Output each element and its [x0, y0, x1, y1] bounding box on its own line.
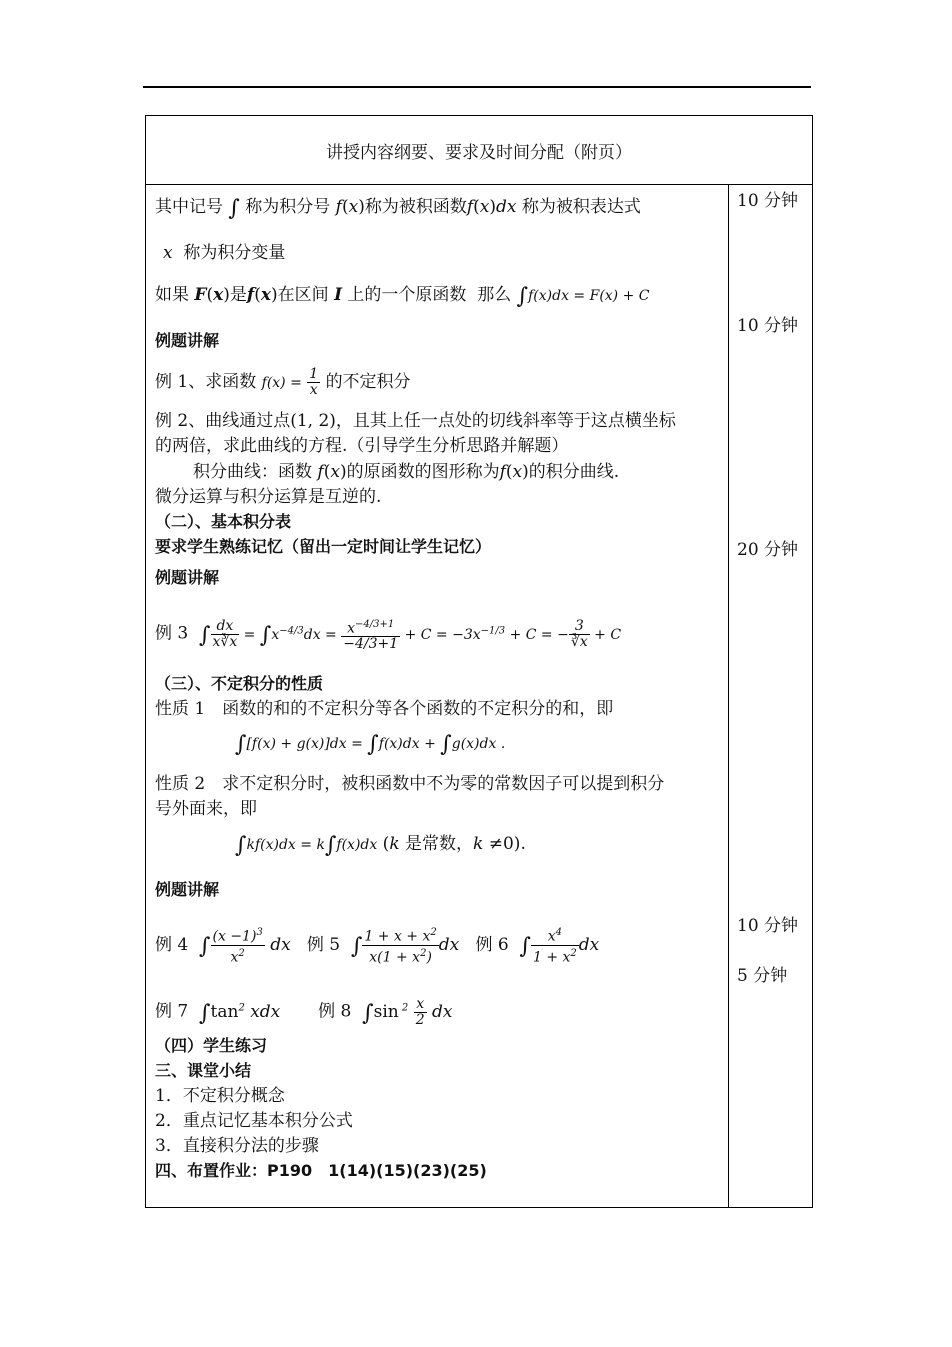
memorize-requirement: 要求学生熟练记忆（留出一定时间让学生记忆） — [155, 537, 492, 556]
time-slot: 20 分钟 — [737, 540, 799, 560]
property-2-line-1: 性质 2 求不定积分时，被积函数中不为零的常数因子可以提到积分 — [155, 774, 665, 794]
example-3: 例 3 ∫ $\frac{dx}{x∛x}$ = $\int x^{-4/3}dx$ = $\frac{x^{-4/3+1}}{-4/3+1}$ + $C = -3x^{-1/3} + C$ = − $\frac{3}{∛x}$ + C — [155, 618, 622, 653]
summary-title: 三、课堂小结 — [155, 1061, 252, 1080]
summary-item-2: 2．重点记忆基本积分公式 — [155, 1111, 353, 1131]
time-slot: 10 分钟 — [737, 191, 799, 211]
section-2-title: （二）、基本积分表 — [155, 512, 292, 531]
example-heading: 例题讲解 — [155, 331, 220, 350]
example-heading: 例题讲解 — [155, 568, 220, 587]
inverse-operation-line: 微分运算与积分运算是互逆的. — [155, 487, 382, 507]
integral-curve-line: 积分曲线：函数 f(x)的原函数的图形称为f(x)的积分曲线. — [193, 462, 620, 482]
property-1-formula: ∫[f(x) + g(x)]dx = ∫f(x)dx + ∫g(x)dx . — [235, 732, 506, 757]
section-3-title: （三）、不定积分的性质 — [155, 674, 324, 693]
summary-item-3: 3．直接积分法的步骤 — [155, 1136, 319, 1156]
property-2-formula: ∫kf(x)dx = k∫f(x)dx (k 是常数，k ≠0). — [235, 833, 526, 858]
top-rule — [143, 86, 811, 88]
time-slot: 10 分钟 — [737, 916, 799, 936]
example-2-line-1: 例 2、曲线通过点(1, 2)，且其上任一点处的切线斜率等于这点横坐标 — [155, 411, 676, 431]
time-slot: 5 分钟 — [737, 966, 788, 986]
example-2-line-2: 的两倍，求此曲线的方程.（引导学生分析思路并解题） — [155, 436, 569, 456]
table-header: 讲授内容纲要、要求及时间分配（附页） — [146, 116, 812, 185]
example-heading: 例题讲解 — [155, 880, 220, 899]
line-integral-sign: 其中记号 ∫ 称为积分号 f(x)称为被积函数f(x)dx 称为被积表达式 — [155, 196, 641, 221]
section-4-title: （四）学生练习 — [155, 1036, 268, 1055]
property-2-line-2: 号外面来，即 — [155, 799, 257, 819]
time-slot: 10 分钟 — [737, 316, 799, 336]
example-1: 例 1、求函数 f(x) = $\frac{1}{x}$ 的不定积分 — [155, 366, 411, 398]
property-1: 性质 1 函数的和的不定积分等各个函数的不定积分的和，即 — [155, 699, 614, 719]
column-divider — [728, 184, 729, 1208]
examples-4-6: 例 4 ∫ $\frac{(x -1)^3}{x^2}$ dx 例 5 ∫ $\frac{1 + x + x^2}{x(1 + x^2)}$ dx 例 6 ∫ $\frac{x^4}{1 + x^2}$ dx — [155, 927, 600, 966]
examples-7-8: 例 7 $\int\tan^2$ xdx 例 8 ∫sin $^2$ $\frac{x}{2}$ dx — [155, 995, 453, 1028]
homework-line: 四、布置作业：P190 1(14)(15)(23)(25) — [155, 1161, 487, 1180]
line-antiderivative: 如果 F(x)是f(x)在区间 I 上的一个原函数 那么 ∫f(x)dx = F(x) + C — [155, 284, 650, 309]
line-variable: x 称为积分变量 — [163, 243, 286, 263]
summary-item-1: 1．不定积分概念 — [155, 1086, 285, 1106]
